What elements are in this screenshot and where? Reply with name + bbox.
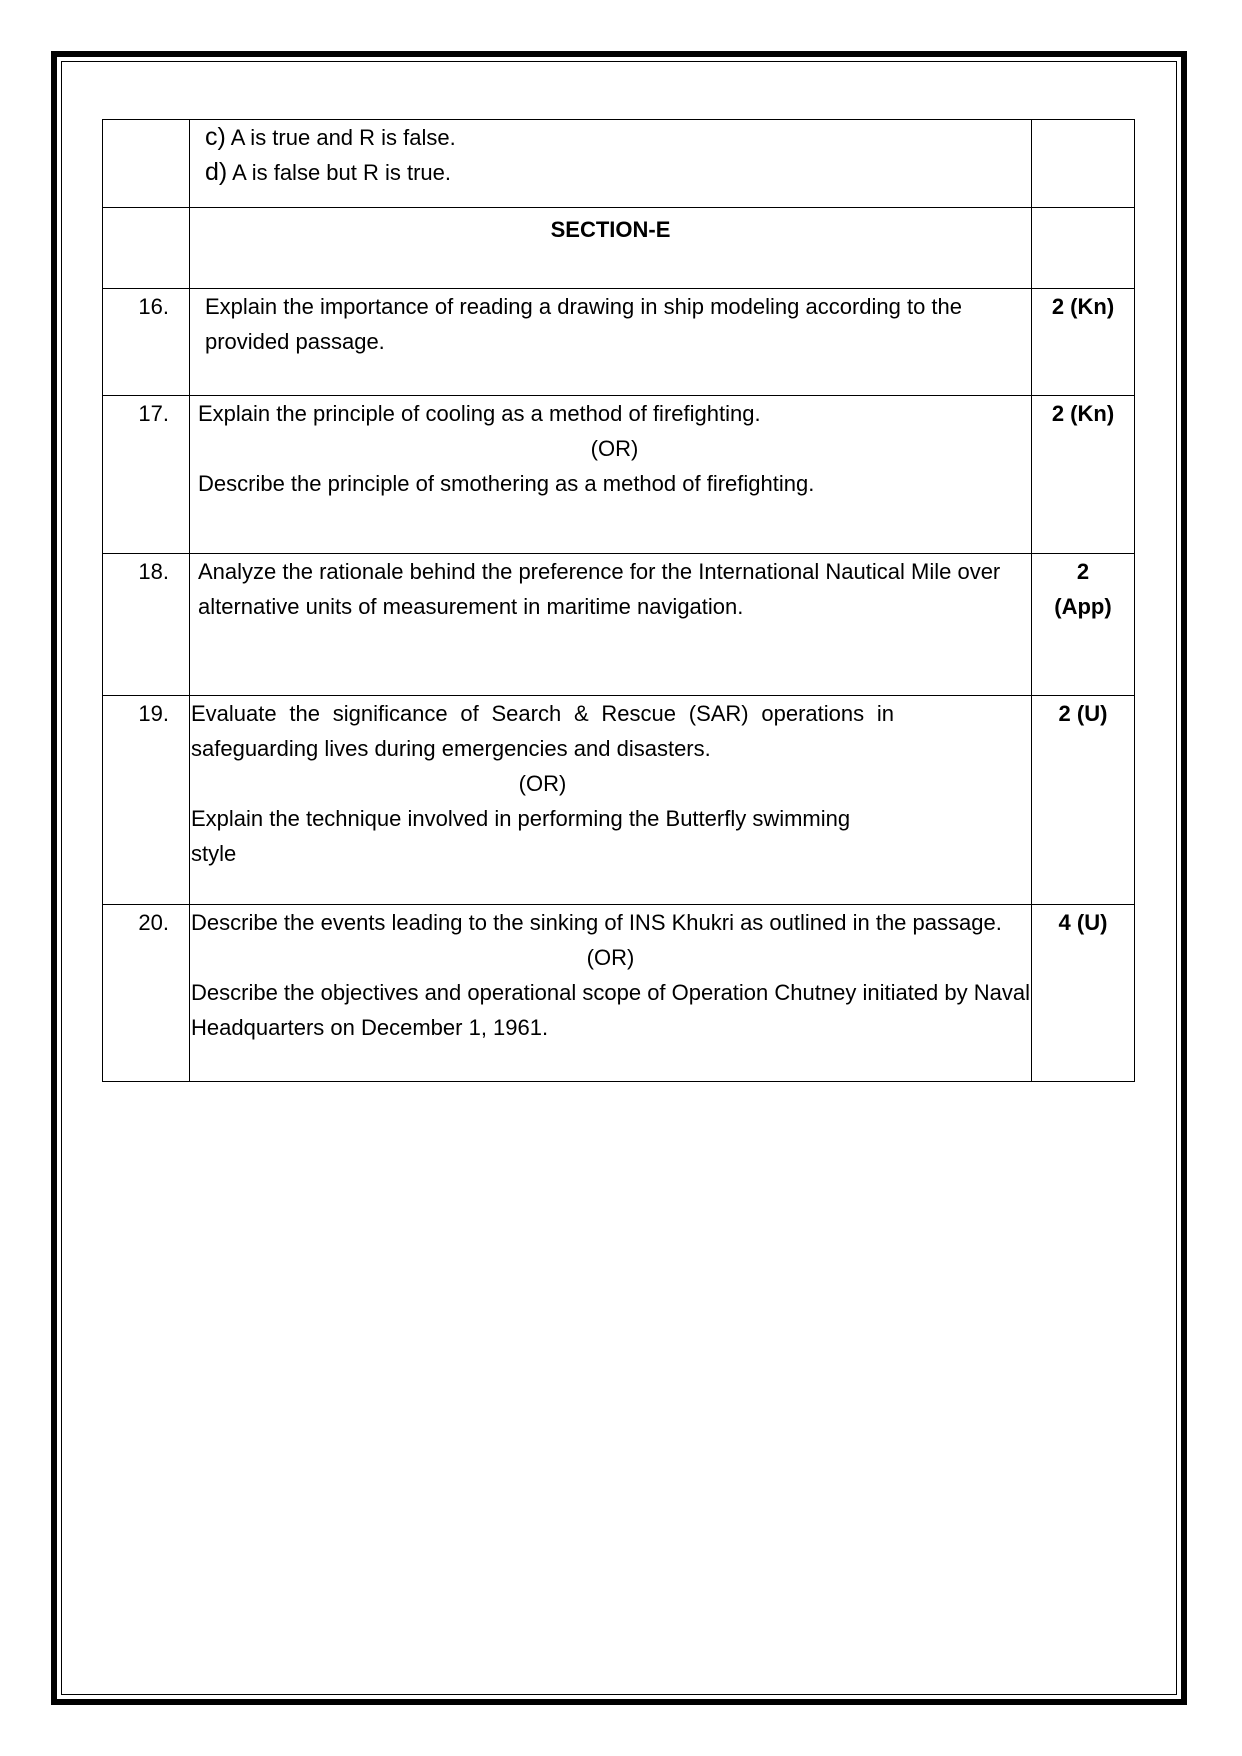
option-c: [205, 120, 1031, 155]
option-text: A is true and R is false.: [230, 125, 456, 150]
table-row-question-18: [103, 554, 1135, 696]
table-row-options: [103, 120, 1135, 208]
question-number: 19.: [103, 696, 190, 905]
question-body: [190, 696, 1032, 905]
question-marks: 2 (Kn): [1032, 396, 1135, 554]
question-marks: 4 (U): [1032, 905, 1135, 1082]
question-number: 16.: [103, 289, 190, 396]
or-label: (OR): [586, 945, 635, 970]
question-number: 17.: [103, 396, 190, 554]
option-letter: d): [205, 158, 228, 186]
marks-type: (App): [1054, 594, 1112, 619]
table-row-question-19: [103, 696, 1135, 905]
question-number: 20.: [103, 905, 190, 1082]
question-text: Evaluate the significance of Search & Rescue (SAR) operations in safeguarding lives during emergencies and disasters.: [191, 701, 894, 761]
table-row-question-20: [103, 905, 1135, 1082]
or-label: (OR): [590, 436, 639, 461]
question-marks: 2 (U): [1032, 696, 1135, 905]
question-body: [190, 396, 1032, 554]
or-label: (OR): [518, 771, 567, 796]
question-marks: [1032, 554, 1135, 696]
number-cell: [103, 120, 190, 208]
question-alt-text-line-1: Explain the technique involved in performing the Butterfly swimming: [191, 806, 851, 831]
question-body: [190, 905, 1032, 1082]
option-text: A is false but R is true.: [232, 160, 452, 185]
option-letter: c): [205, 123, 226, 151]
question-text: Describe the events leading to the sinking of INS Khukri as outlined in the passage.: [191, 910, 1002, 935]
question-alt-text: Describe the principle of smothering as a method of firefighting.: [198, 471, 815, 496]
table-row-section: [103, 208, 1135, 289]
section-title: SECTION-E: [190, 208, 1032, 289]
table-row-question-17: [103, 396, 1135, 554]
option-d: [205, 155, 1031, 190]
question-alt-text: Describe the objectives and operational scope of Operation Chutney initiated by Naval Headquarters on December 1, 1961.: [191, 980, 1030, 1040]
question-table: [102, 119, 1135, 1082]
question-text: Explain the importance of reading a drawing in ship modeling according to the provided passage.: [190, 289, 1032, 396]
options-cell: [190, 120, 1032, 208]
question-alt-text-line-2: style: [191, 841, 237, 866]
question-number: 18.: [103, 554, 190, 696]
marks-value: 2: [1076, 559, 1090, 584]
table-row-question-16: [103, 289, 1135, 396]
question-text: Explain the principle of cooling as a method of firefighting.: [198, 401, 761, 426]
marks-cell: [1032, 120, 1135, 208]
question-text: Analyze the rationale behind the preference for the International Nautical Mile over alternative units of measurement in maritime navigation.: [190, 554, 1032, 696]
question-marks: 2 (Kn): [1032, 289, 1135, 396]
